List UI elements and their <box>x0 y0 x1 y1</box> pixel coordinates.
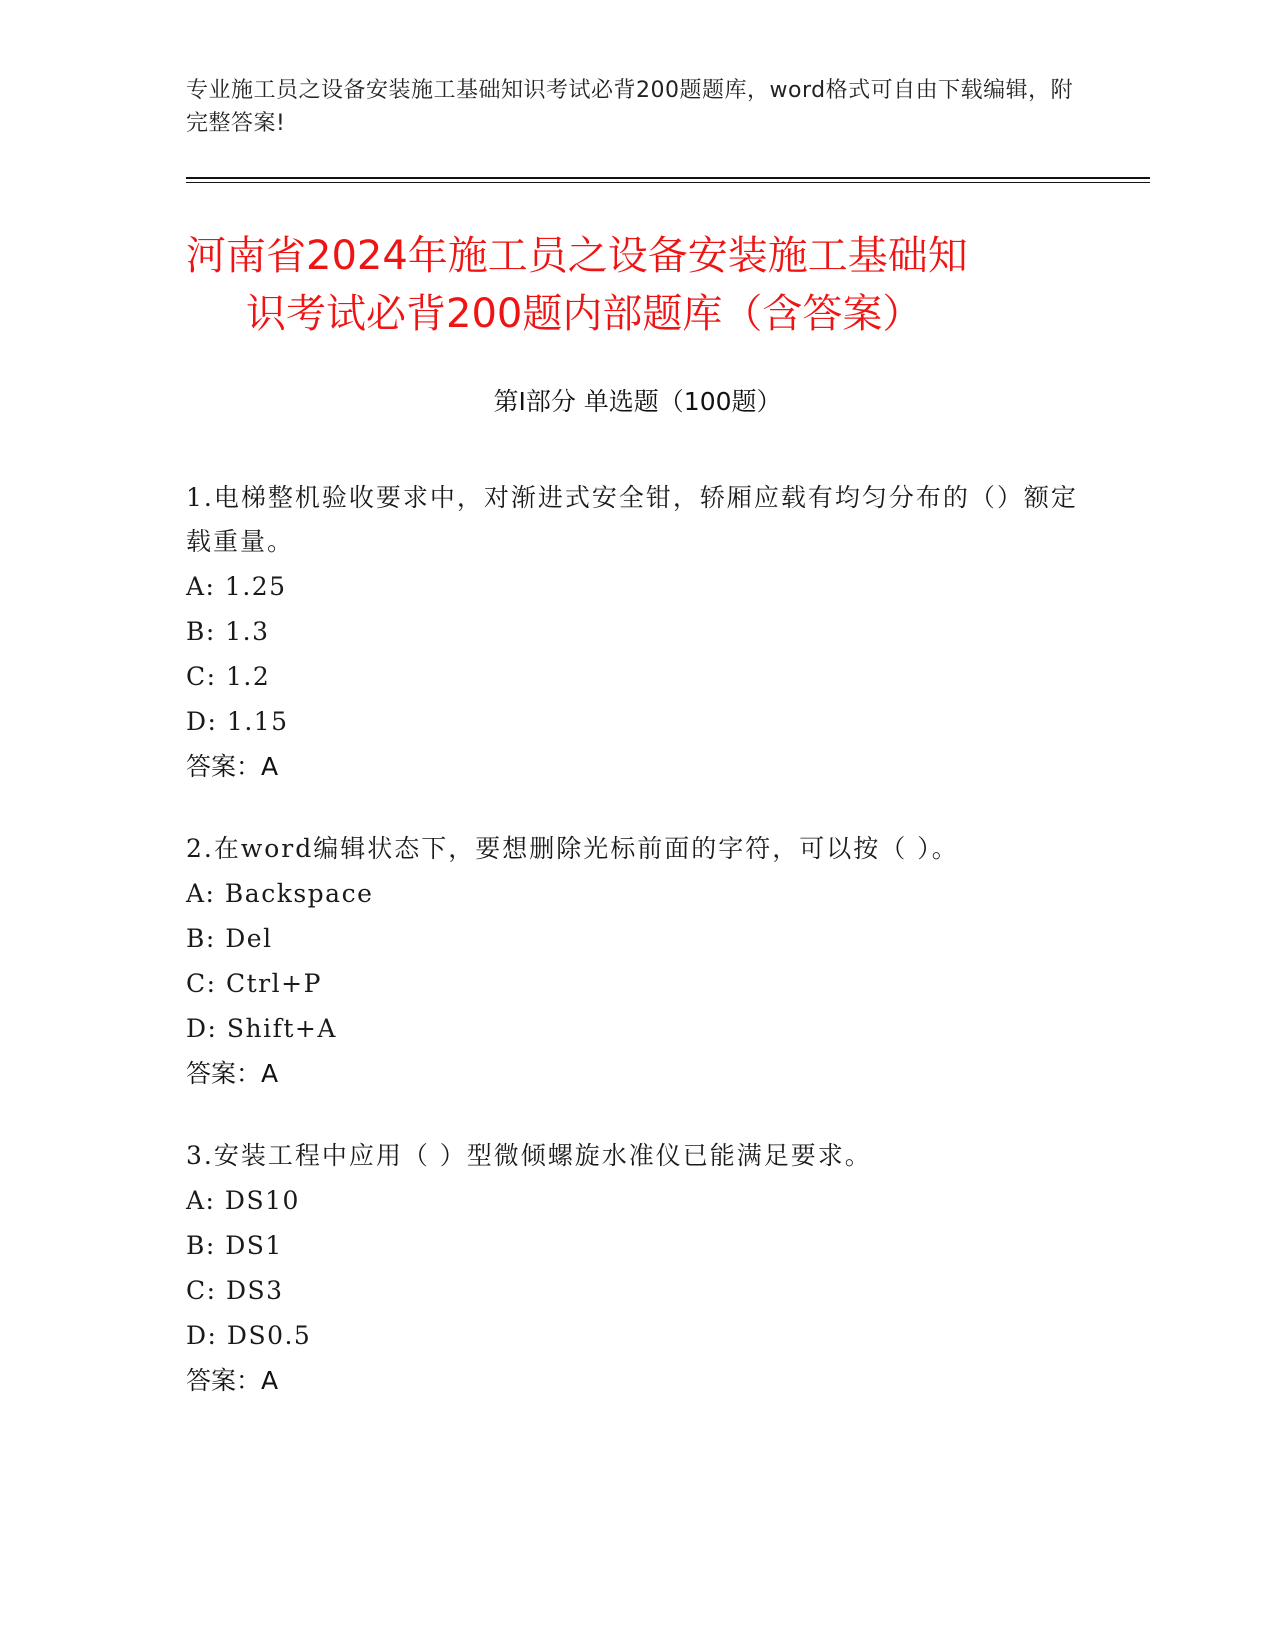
question-list <box>186 476 1086 1441</box>
document-title-line2: 识考试必背200题内部题库（含答案） <box>246 291 923 337</box>
answer-text: 答案：A <box>186 1366 279 1395</box>
option-a: A: Backspace <box>186 879 374 908</box>
answer-text: 答案：A <box>186 1059 279 1088</box>
option-b: B: DS1 <box>186 1231 283 1260</box>
document-title-line1: 河南省2024年施工员之设备安装施工基础知 <box>186 233 968 279</box>
option-c: C: Ctrl+P <box>186 969 322 998</box>
option-a: A: DS10 <box>186 1186 300 1215</box>
option-d: D: DS0.5 <box>186 1321 312 1350</box>
question-stem: 3.安装工程中应用（ ）型微倾螺旋水准仪已能满足要求。 <box>186 1141 872 1170</box>
option-d: D: Shift+A <box>186 1014 337 1043</box>
header-rule-thin <box>186 182 1150 183</box>
option-c: C: DS3 <box>186 1276 284 1305</box>
option-b: B: Del <box>186 924 273 953</box>
option-d: D: 1.15 <box>186 707 289 736</box>
question-stem: 1.电梯整机验收要求中，对渐进式安全钳，轿厢应载有均匀分布的（）额定载重量。 <box>186 483 1078 556</box>
document-title <box>186 227 1086 343</box>
answer-text: 答案：A <box>186 752 279 781</box>
header-note: 专业施工员之设备安装施工基础知识考试必背200题题库，word格式可自由下载编辑，附完整答案! <box>186 78 1074 136</box>
question-item <box>186 827 1086 1097</box>
option-c: C: 1.2 <box>186 662 271 691</box>
option-a: A: 1.25 <box>186 572 287 601</box>
question-stem: 2.在word编辑状态下，要想删除光标前面的字符，可以按（ ）。 <box>186 834 959 863</box>
option-b: B: 1.3 <box>186 617 270 646</box>
question-item <box>186 1134 1086 1404</box>
question-item <box>186 476 1086 790</box>
section-title: 第I部分 单选题（100题） <box>493 387 782 416</box>
header-rule-thick <box>186 177 1150 179</box>
